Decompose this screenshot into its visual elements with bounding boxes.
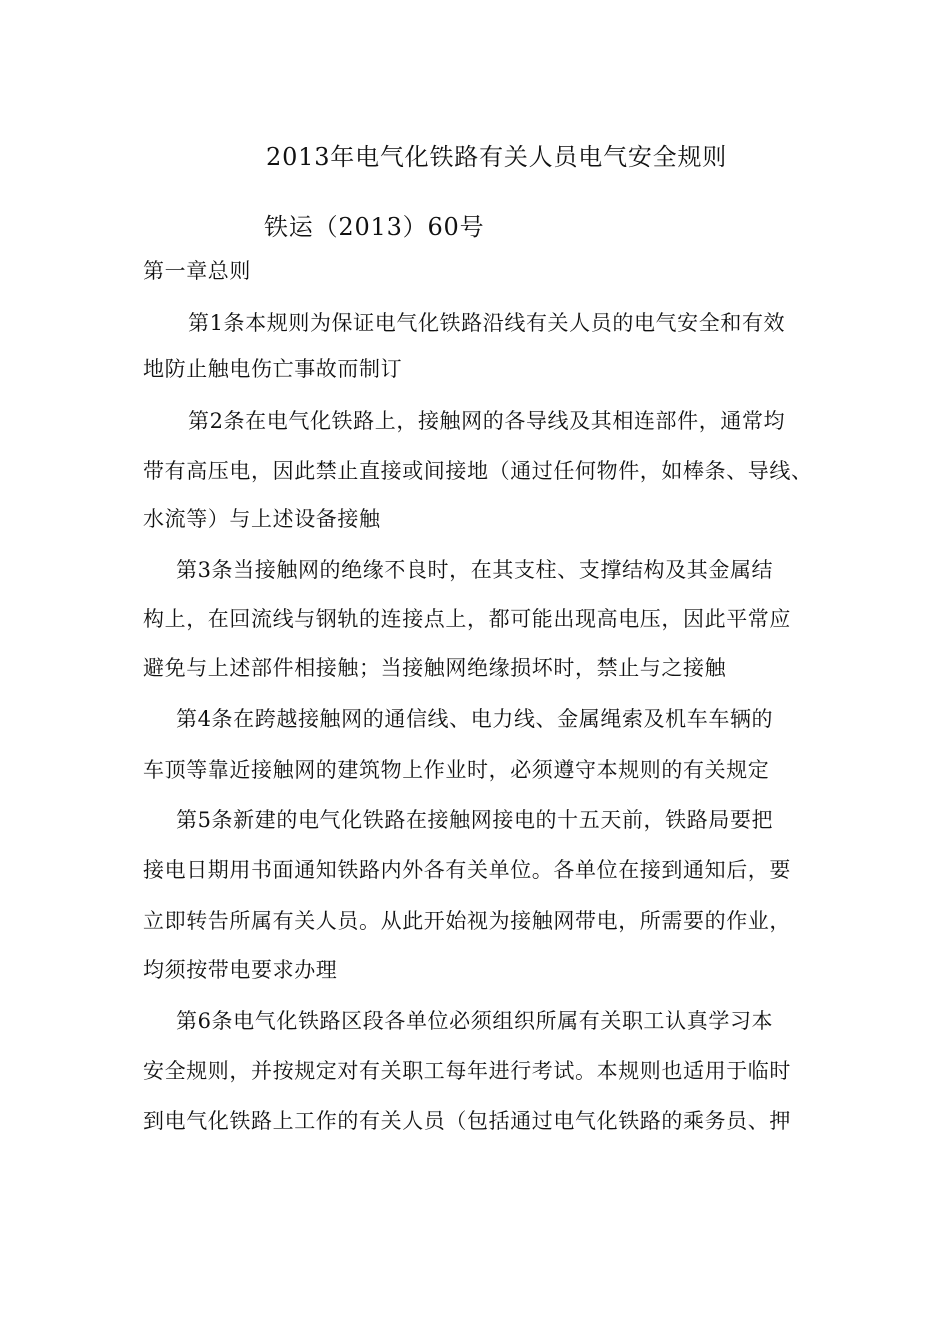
- article-3-line-3: 避免与上述部件相接触；当接触网绝缘损坏时，禁止与之接触: [143, 656, 727, 680]
- article-4-line-2: 车顶等靠近接触网的建筑物上作业时，必须遵守本规则的有关规定: [143, 758, 770, 782]
- article-6-line-3: 到电气化铁路上工作的有关人员（包括通过电气化铁路的乘务员、押: [143, 1109, 791, 1133]
- article-1-line-2: 地防止触电伤亡事故而制订: [143, 357, 403, 381]
- article-1-line-1: 第1条本规则为保证电气化铁路沿线有关人员的电气安全和有效: [188, 311, 786, 335]
- article-5-line-2: 接电日期用书面通知铁路内外各有关单位。各单位在接到通知后，要: [143, 858, 791, 882]
- article-3-line-1: 第3条当接触网的绝缘不良时，在其支柱、支撑结构及其金属结: [176, 558, 774, 582]
- article-3-line-2: 构上，在回流线与钢轨的连接点上，都可能出现高电压，因此平常应: [143, 607, 791, 631]
- article-4-line-1: 第4条在跨越接触网的通信线、电力线、金属绳索及机车车辆的: [176, 707, 774, 731]
- document-number: 铁运（2013）60号: [264, 213, 485, 241]
- article-2-line-2: 带有高压电，因此禁止直接或间接地（通过任何物件，如棒条、导线、: [143, 459, 813, 483]
- article-5-line-1: 第5条新建的电气化铁路在接触网接电的十五天前，铁路局要把: [176, 808, 774, 832]
- document-title: 2013年电气化铁路有关人员电气安全规则: [266, 143, 728, 171]
- chapter-heading: 第一章总则: [143, 259, 251, 283]
- article-2-line-3: 水流等）与上述设备接触: [143, 507, 381, 531]
- article-5-line-3: 立即转告所属有关人员。从此开始视为接触网带电，所需要的作业，: [143, 909, 791, 933]
- article-6-line-1: 第6条电气化铁路区段各单位必须组织所属有关职工认真学习本: [176, 1009, 774, 1033]
- article-6-line-2: 安全规则，并按规定对有关职工每年进行考试。本规则也适用于临时: [143, 1059, 791, 1083]
- article-2-line-1: 第2条在电气化铁路上，接触网的各导线及其相连部件，通常均: [188, 409, 786, 433]
- article-5-line-4: 均须按带电要求办理: [143, 958, 338, 982]
